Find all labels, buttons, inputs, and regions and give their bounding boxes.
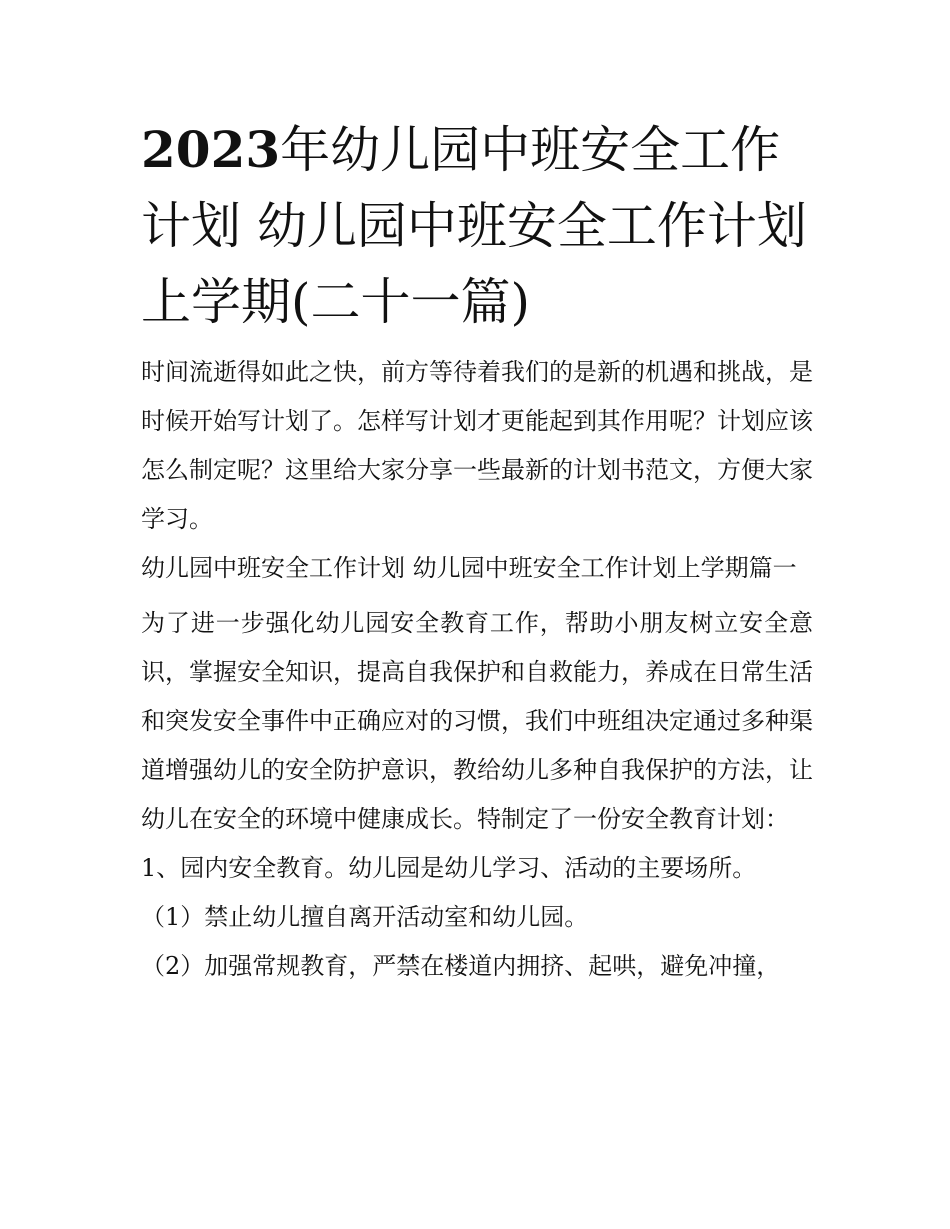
title-year: 2023: [141, 120, 281, 179]
sub-list-item: （2）加强常规教育，严禁在楼道内拥挤、起哄，避免冲撞，: [141, 952, 781, 980]
document-title: [141, 112, 813, 340]
title-text: 年幼儿园中班安全工作计划 幼儿园中班安全工作计划上学期(二十一篇): [141, 121, 807, 331]
list-item: 1、园内安全教育。幼儿园是幼儿学习、活动的主要场所。: [141, 854, 757, 882]
document-content: [141, 112, 813, 991]
intro-paragraph: 时间流逝得如此之快，前方等待着我们的是新的机遇和挑战，是时候开始写计划了。怎样写计划才更能起到其作用呢？计划应该怎么制定呢？这里给大家分享一些最新的计划书范文，方便大家学习。: [141, 358, 813, 533]
sub-list-item: （1）禁止幼儿擅自离开活动室和幼儿园。: [141, 903, 589, 931]
body-paragraph: 为了进一步强化幼儿园安全教育工作，帮助小朋友树立安全意识，掌握安全知识，提高自我保护和自救能力，养成在日常生活和突发安全事件中正确应对的习惯，我们中班组决定通过多种渠道增强幼儿的安全防护意识，教给幼儿多种自我保护的方法，让幼儿在安全的环境中健康成长。特制定了一份安全教育计划：: [141, 609, 813, 833]
section-heading: 幼儿园中班安全工作计划 幼儿园中班安全工作计划上学期篇一: [141, 554, 797, 582]
